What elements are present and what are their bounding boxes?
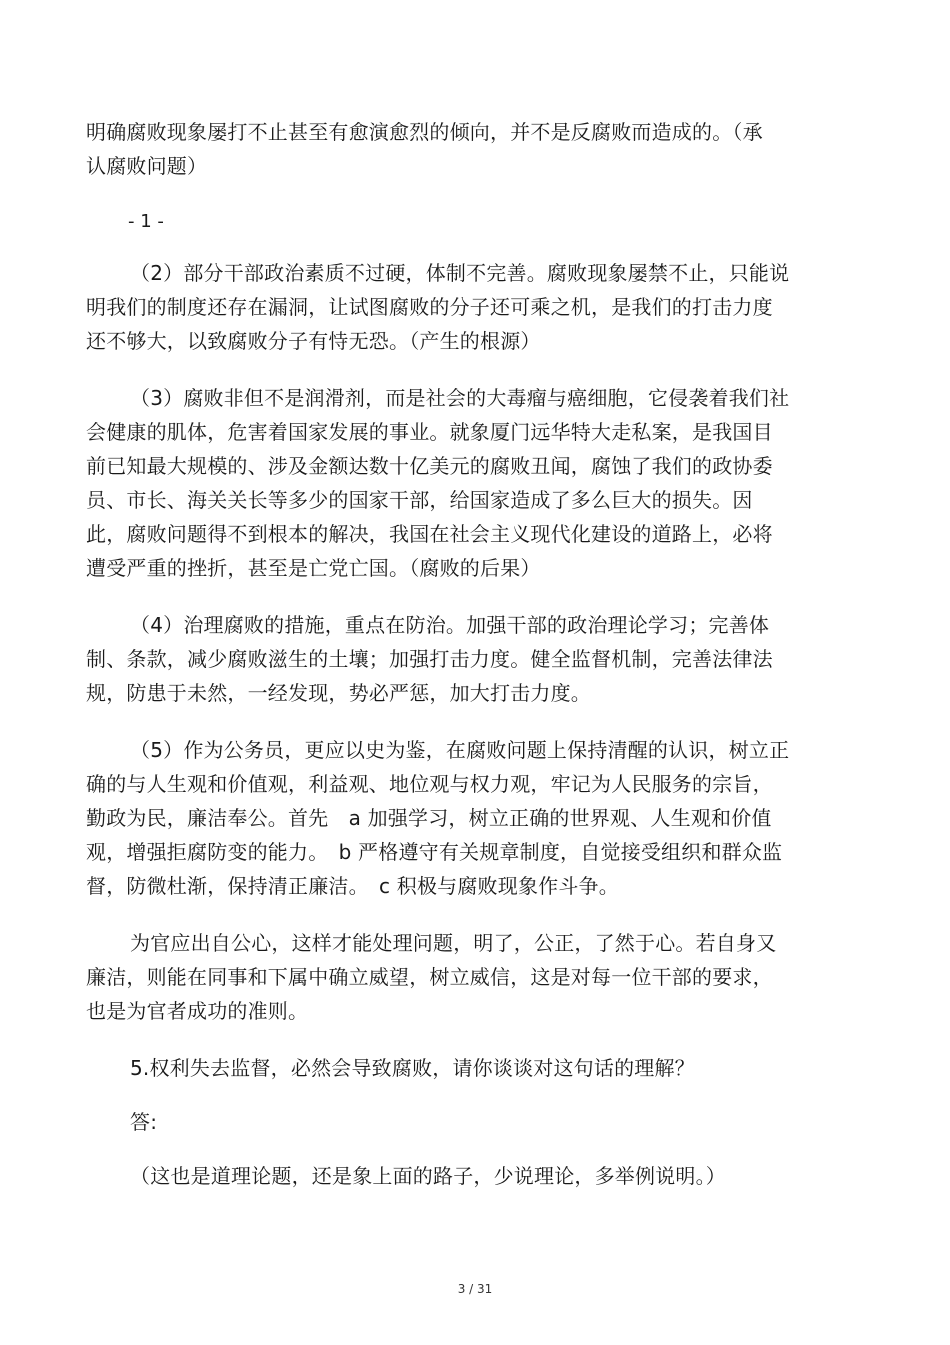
text-line: （3）腐败非但不是润滑剂，而是社会的大毒瘤与癌细胞，它侵袭着我们社 xyxy=(130,386,790,410)
text-line: （4）治理腐败的措施，重点在防治。加强干部的政治理论学习；完善体 xyxy=(130,613,770,637)
text-line: 员、市长、海关关长等多少的国家干部，给国家造成了多么巨大的损失。因 xyxy=(86,488,753,512)
text-line: 为官应出自公心，这样才能处理问题，明了，公正，了然于心。若自身又 xyxy=(130,931,777,955)
text-line: 勤政为民，廉洁奉公。首先 a 加强学习，树立正确的世界观、人生观和价值 xyxy=(86,806,772,830)
text-line: 还不够大，以致腐败分子有恃无恐。（产生的根源） xyxy=(86,329,541,353)
text-line: 督，防微杜渐，保持清正廉洁。 c 积极与腐败现象作斗争。 xyxy=(86,874,619,898)
question-heading: 5.权利失去监督，必然会导致腐败，请你谈谈对这句话的理解？ xyxy=(130,1056,695,1080)
text-line: 制、条款，减少腐败滋生的土壤；加强打击力度。健全监督机制，完善法律法 xyxy=(86,647,773,671)
text-line: 确的与人生观和价值观，利益观、地位观与权力观，牢记为人民服务的宗旨， xyxy=(86,772,773,796)
text-line: （2）部分干部政治素质不过硬，体制不完善。腐败现象屡禁不止，只能说 xyxy=(130,261,790,285)
text-line: 前已知最大规模的、涉及金额达数十亿美元的腐败丑闻，腐蚀了我们的政协委 xyxy=(86,454,773,478)
page-indicator: 3 / 31 xyxy=(457,1282,493,1296)
answer-note: （这也是道理论题，还是象上面的路子，少说理论，多举例说明。） xyxy=(130,1164,726,1188)
text-line: 此，腐败问题得不到根本的解决，我国在社会主义现代化建设的道路上，必将 xyxy=(86,522,773,546)
text-line: 明确腐败现象屡打不止甚至有愈演愈烈的倾向，并不是反腐败而造成的。（承 xyxy=(86,120,763,144)
text-line: 遭受严重的挫折，甚至是亡党亡国。（腐败的后果） xyxy=(86,556,541,580)
text-line: 观，增强拒腐防变的能力。 b 严格遵守有关规章制度，自觉接受组织和群众监 xyxy=(86,840,783,864)
text-line: 明我们的制度还存在漏洞，让试图腐败的分子还可乘之机，是我们的打击力度 xyxy=(86,295,773,319)
text-line: 也是为官者成功的准则。 xyxy=(86,999,309,1023)
answer-label: 答: xyxy=(130,1110,158,1134)
text-line: 廉洁，则能在同事和下属中确立威望，树立威信，这是对每一位干部的要求， xyxy=(86,965,773,989)
text-line: 规，防患于未然，一经发现，势必严惩，加大打击力度。 xyxy=(86,681,591,705)
text-line: 认腐败问题） xyxy=(86,154,208,178)
inline-page-number: - 1 - xyxy=(128,211,164,232)
text-line: 会健康的肌体，危害着国家发展的事业。就象厦门远华特大走私案，是我国目 xyxy=(86,420,773,444)
text-line: （5）作为公务员，更应以史为鉴，在腐败问题上保持清醒的认识，树立正 xyxy=(130,738,790,762)
